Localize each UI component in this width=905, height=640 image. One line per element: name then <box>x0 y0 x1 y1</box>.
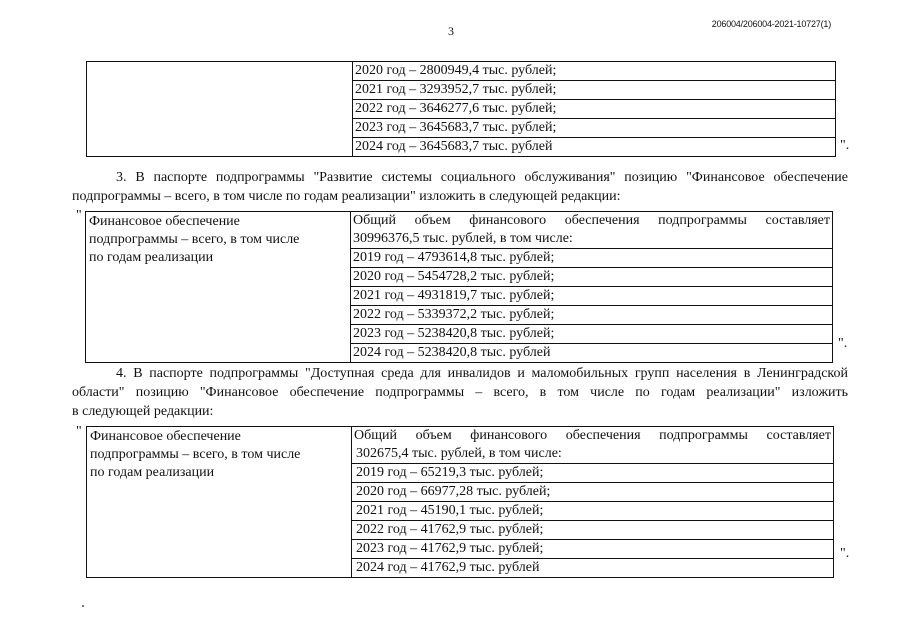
opening-quote: " <box>76 208 82 223</box>
funding-year-row: 2020 год – 66977,28 тыс. рублей; <box>352 483 833 502</box>
funding-table-accessible-environment <box>86 426 834 578</box>
funding-year-row: 2020 год – 2800949,4 тыс. рублей; <box>353 62 835 81</box>
section-4-paragraph <box>72 364 848 421</box>
funding-total-intro: Общий объем финансового обеспечения подпрограммы составляет <box>354 428 831 443</box>
paragraph-line: подпрограммы – всего, в том числе по годам реализации" изложить в следующей редакции: <box>72 189 621 204</box>
funding-year-row: 2022 год – 41762,9 тыс. рублей; <box>352 521 833 540</box>
left-cell-line: по годам реализации <box>89 250 214 265</box>
left-cell-line: Финансовое обеспечение <box>90 429 241 444</box>
funding-year-row: 2023 год – 5238420,8 тыс. рублей; <box>351 325 832 344</box>
paragraph-line: 3. В паспорте подпрограммы "Развитие системы социального обслуживания" позицию "Финансовое обеспечение <box>116 170 848 185</box>
funding-year-row: 2021 год – 4931819,7 тыс. рублей; <box>351 287 832 306</box>
opening-quote: " <box>76 424 82 439</box>
left-cell-line: подпрограммы – всего, в том числе <box>90 447 301 462</box>
funding-year-row: 2019 год – 4793614,8 тыс. рублей; <box>351 249 832 268</box>
scan-speck <box>82 605 84 607</box>
funding-total-amount: 302675,4 тыс. рублей, в том числе: <box>352 445 833 464</box>
closing-quote: ". <box>840 546 850 561</box>
page-number: 3 <box>448 24 454 38</box>
paragraph-line: в следующей редакции: <box>72 404 214 419</box>
funding-total-amount: 30996376,5 тыс. рублей, в том числе: <box>351 230 832 249</box>
funding-year-row: 2024 год – 41762,9 тыс. рублей <box>356 560 540 575</box>
left-cell-line: Финансовое обеспечение <box>89 214 240 229</box>
section-3-paragraph <box>72 168 848 206</box>
funding-year-row: 2023 год – 3645683,7 тыс. рублей; <box>353 119 835 138</box>
left-cell-line: подпрограммы – всего, в том числе <box>89 232 300 247</box>
closing-quote: ". <box>838 336 848 351</box>
funding-year-row: 2021 год – 3293952,7 тыс. рублей; <box>353 81 835 100</box>
table-right-cell <box>352 427 834 578</box>
funding-year-row: 2024 год – 5238420,8 тыс. рублей <box>353 345 551 360</box>
table-right-cell <box>353 62 836 157</box>
table-left-cell <box>86 212 351 363</box>
document-id: 206004/206004-2021-10727(1) <box>711 19 831 29</box>
table-left-cell <box>87 427 352 578</box>
table-right-cell <box>351 212 833 363</box>
funding-table-social-services <box>85 211 833 363</box>
funding-year-row: 2023 год – 41762,9 тыс. рублей; <box>352 540 833 559</box>
funding-year-row: 2022 год – 5339372,2 тыс. рублей; <box>351 306 832 325</box>
funding-total-intro: Общий объем финансового обеспечения подпрограммы составляет <box>353 213 830 228</box>
paragraph-line: 4. В паспорте подпрограммы "Доступная среда для инвалидов и маломобильных групп населения в Ленинградской <box>116 366 848 381</box>
funding-year-row: 2021 год – 45190,1 тыс. рублей; <box>352 502 833 521</box>
table-continuation <box>86 61 836 157</box>
funding-year-row: 2022 год – 3646277,6 тыс. рублей; <box>353 100 835 119</box>
funding-year-row: 2019 год – 65219,3 тыс. рублей; <box>352 464 833 483</box>
table-left-cell-empty <box>87 62 353 157</box>
paragraph-line: области" позицию "Финансовое обеспечение подпрограммы – всего, в том числе по годам реализации" изложить <box>72 385 848 400</box>
funding-year-row: 2020 год – 5454728,2 тыс. рублей; <box>351 268 832 287</box>
closing-quote: ". <box>840 138 850 153</box>
funding-year-row: 2024 год – 3645683,7 тыс. рублей <box>355 139 553 154</box>
left-cell-line: по годам реализации <box>90 465 215 480</box>
